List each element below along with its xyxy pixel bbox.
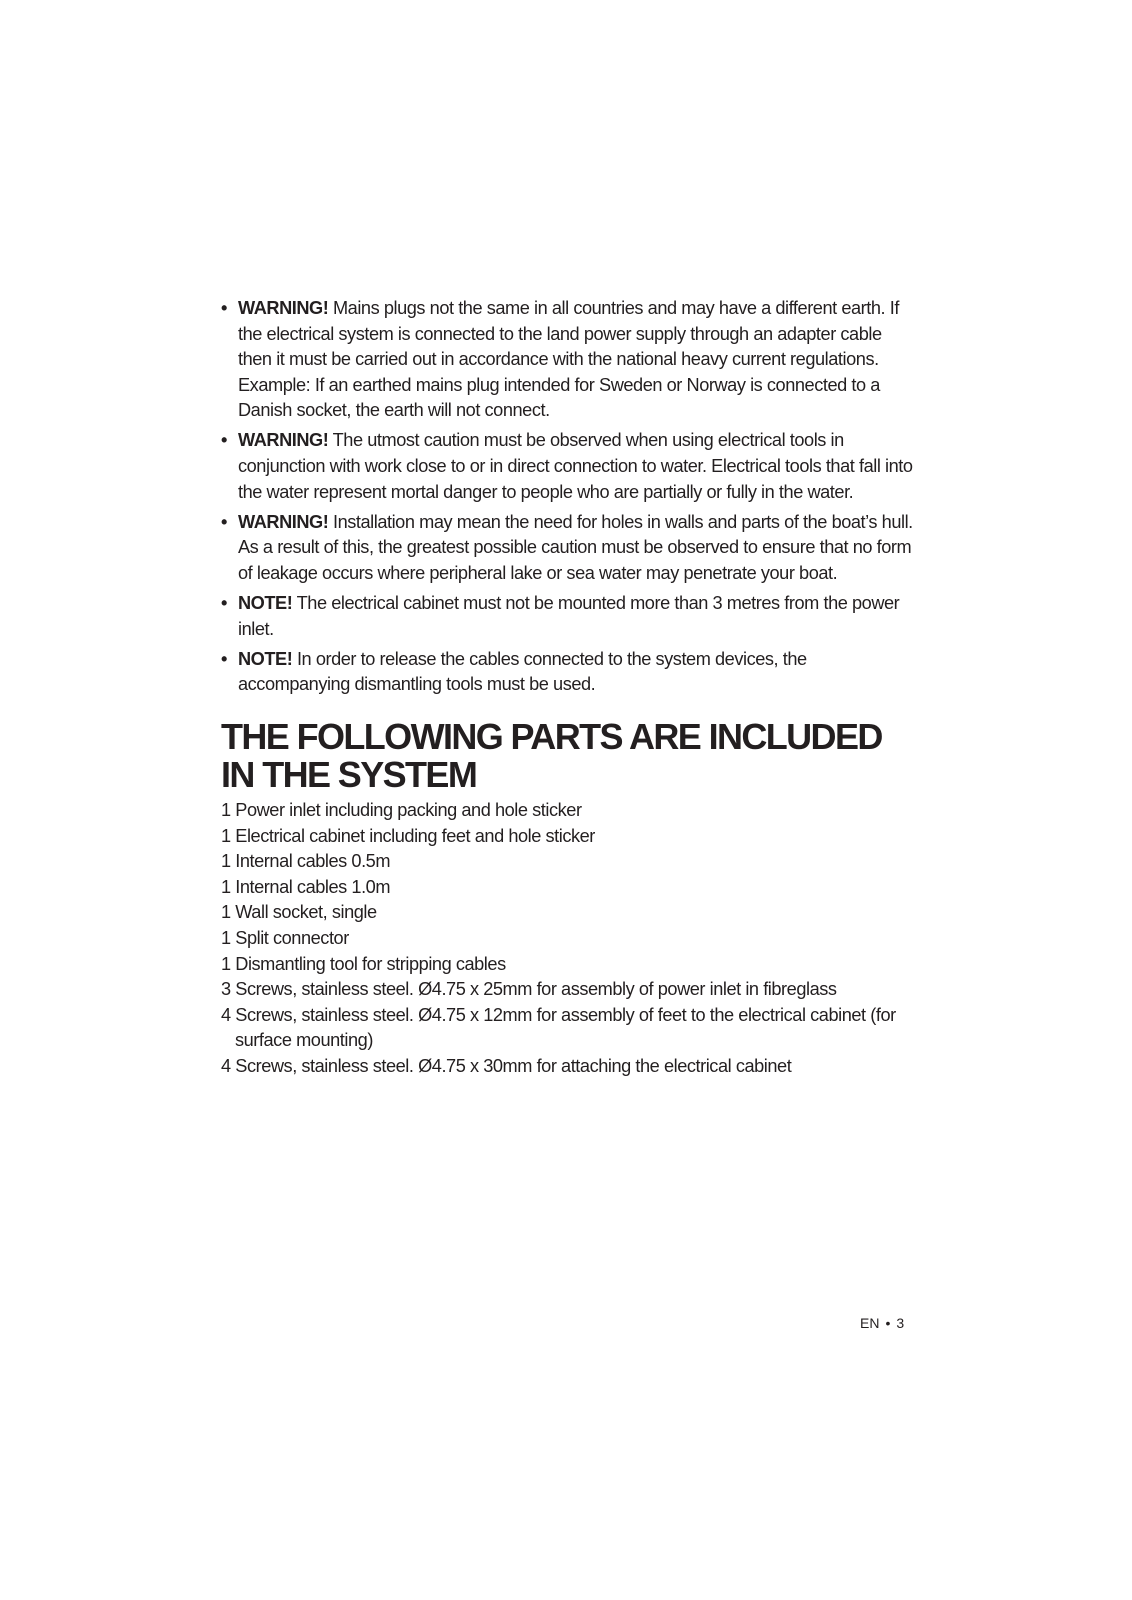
parts-list-item: 1 Wall socket, single: [221, 902, 377, 923]
warning-text: Mains plugs not the same in all countries and may have a different earth. If the electrical system is connected to the land power supply through an adapter cable then it must be carried out in accordance with the national heavy current regulations. Example: If an earthed mains plug intended for Sweden or Norway is connected to a Danish socket, the earth will not connect.: [238, 298, 899, 421]
section-heading: THE FOLLOWING PARTS ARE INCLUDED IN THE SYSTEM: [221, 716, 882, 795]
note-label: NOTE!: [238, 593, 293, 614]
parts-list-item: 3 Screws, stainless steel. Ø4.75 x 25mm for assembly of power inlet in fibreglass: [221, 979, 837, 1000]
bullet: •: [221, 593, 227, 614]
warning-text: The utmost caution must be observed when using electrical tools in conjunction with work close to or in direct connection to water. Electrical tools that fall into the water represent mortal danger to people who are partially or fully in the water.: [238, 430, 913, 502]
page-number: 3: [896, 1315, 905, 1331]
parts-list: [221, 798, 921, 1080]
footer-separator: •: [885, 1315, 891, 1331]
parts-list-item: 1 Power inlet including packing and hole sticker: [221, 800, 582, 820]
parts-list-item: 1 Internal cables 0.5m: [221, 851, 391, 872]
warning-label: WARNING!: [238, 511, 329, 532]
parts-list-item: 4 Screws, stainless steel. Ø4.75 x 30mm for attaching the electrical cabinet: [221, 1055, 792, 1076]
warning-item: [221, 428, 917, 505]
warning-text: Installation may mean the need for holes in walls and parts of the boat’s hull. As a result of this, the greatest possible caution must be observed to ensure that no form of leakage occurs where peripheral lake or sea water may penetrate your boat.: [238, 511, 913, 583]
warning-label: WARNING!: [238, 298, 329, 318]
parts-list-item: 1 Internal cables 1.0m: [221, 876, 391, 897]
warning-item: [221, 510, 917, 587]
warning-label: WARNING!: [238, 430, 329, 451]
parts-list-item: 1 Dismantling tool for stripping cables: [221, 953, 506, 974]
bullet: •: [221, 430, 227, 451]
warning-list: [221, 296, 917, 702]
parts-list-item: 1 Split connector: [221, 927, 349, 948]
language-code: EN: [860, 1315, 880, 1331]
warning-item: [221, 296, 917, 424]
note-item: [221, 647, 917, 698]
bullet: •: [221, 648, 227, 669]
note-text: The electrical cabinet must not be mounted more than 3 metres from the power inlet.: [238, 593, 900, 639]
note-label: NOTE!: [238, 648, 293, 669]
parts-list-item: 4 Screws, stainless steel. Ø4.75 x 12mm for assembly of feet to the electrical cabinet (for surface mounting): [221, 1004, 896, 1051]
note-text: In order to release the cables connected to the system devices, the accompanying dismantling tools must be used.: [238, 648, 807, 695]
bullet: •: [221, 298, 227, 318]
note-item: [221, 591, 917, 642]
page-footer: [860, 1314, 904, 1332]
parts-list-item: 1 Electrical cabinet including feet and hole sticker: [221, 825, 595, 846]
bullet: •: [221, 511, 227, 532]
